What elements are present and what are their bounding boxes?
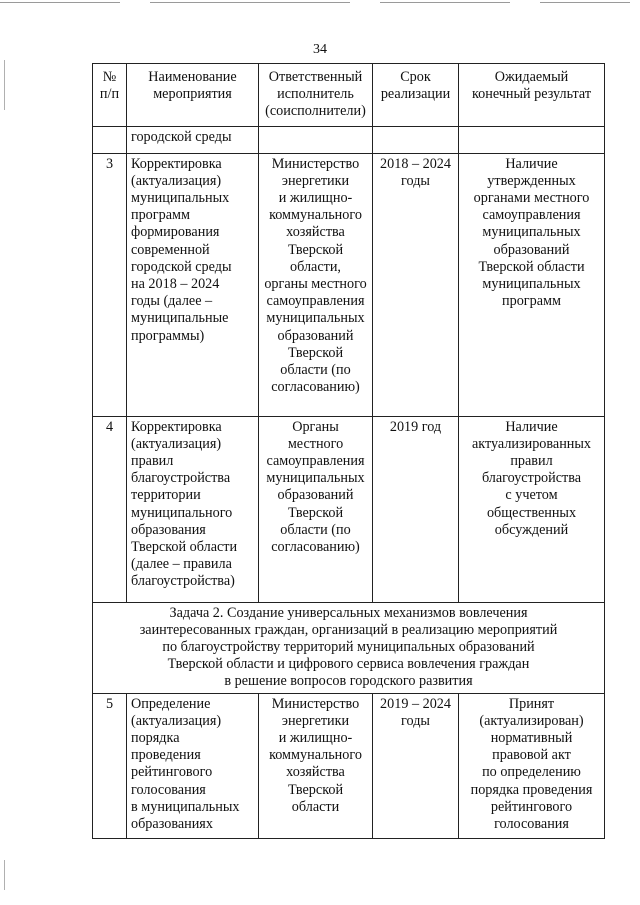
scan-edge-mark <box>380 2 510 3</box>
header-number: № п/п <box>93 64 127 127</box>
table-header-row <box>93 64 605 127</box>
header-result: Ожидаемый конечный результат <box>459 64 605 127</box>
cell-executor <box>259 126 373 153</box>
scan-edge-left <box>4 860 5 890</box>
cell-activity-name: Корректировка (актуализация) правил благоустройства территории муниципального образования Тверской области (далее – правила благоустройства) <box>127 416 259 602</box>
task-heading-row <box>93 602 605 693</box>
scan-edge-mark <box>0 2 120 3</box>
cell-activity-name: Корректировка (актуализация) муниципальных программ формирования современной городской среды на 2018 – 2024 годы (далее – муниципальные программы) <box>127 153 259 416</box>
cell-term: 2019 год <box>373 416 459 602</box>
scan-edge-left <box>4 60 5 110</box>
cell-term: 2019 – 2024 годы <box>373 693 459 838</box>
cell-term <box>373 126 459 153</box>
cell-number: 4 <box>93 416 127 602</box>
cell-activity-name: городской среды <box>127 126 259 153</box>
cell-result: Наличие актуализированных правил благоустройства с учетом общественных обсуждений <box>459 416 605 602</box>
cell-result: Принят (актуализирован) нормативный правовой акт по определению порядка проведения рейтингового голосования <box>459 693 605 838</box>
page-number: 34 <box>313 42 327 57</box>
cell-executor: Министерство энергетики и жилищно- коммунального хозяйства Тверской области, органы местного самоуправления муниципальных образований Тверской области (по согласованию) <box>259 153 373 416</box>
cell-activity-name: Определение (актуализация) порядка проведения рейтингового голосования в муниципальных образованиях <box>127 693 259 838</box>
cell-term: 2018 – 2024 годы <box>373 153 459 416</box>
scan-edge-mark <box>150 2 350 3</box>
cell-result: Наличие утвержденных органами местного самоуправления муниципальных образований Тверской области муниципальных программ <box>459 153 605 416</box>
cell-number: 3 <box>93 153 127 416</box>
cell-executor: Министерство энергетики и жилищно- коммунального хозяйства Тверской области <box>259 693 373 838</box>
header-activity-name: Наименование мероприятия <box>127 64 259 127</box>
table-row-continuation <box>93 126 605 153</box>
cell-number: 5 <box>93 693 127 838</box>
task-heading: Задача 2. Создание универсальных механизмов вовлечения заинтересованных граждан, организаций в реализацию мероприятий по благоустройству территорий муниципальных образований Тверской области и цифрового сервиса вовлечения граждан в решение вопросов городского развития <box>93 602 605 693</box>
scan-edge-top <box>0 0 640 6</box>
scan-edge-mark <box>540 2 630 3</box>
activities-table <box>92 63 605 839</box>
header-term: Срок реализации <box>373 64 459 127</box>
cell-result <box>459 126 605 153</box>
cell-number <box>93 126 127 153</box>
cell-executor: Органы местного самоуправления муниципальных образований Тверской области (по согласованию) <box>259 416 373 602</box>
table-row <box>93 416 605 602</box>
table-row <box>93 153 605 416</box>
header-executor: Ответственный исполнитель (соисполнители) <box>259 64 373 127</box>
table-row <box>93 693 605 838</box>
